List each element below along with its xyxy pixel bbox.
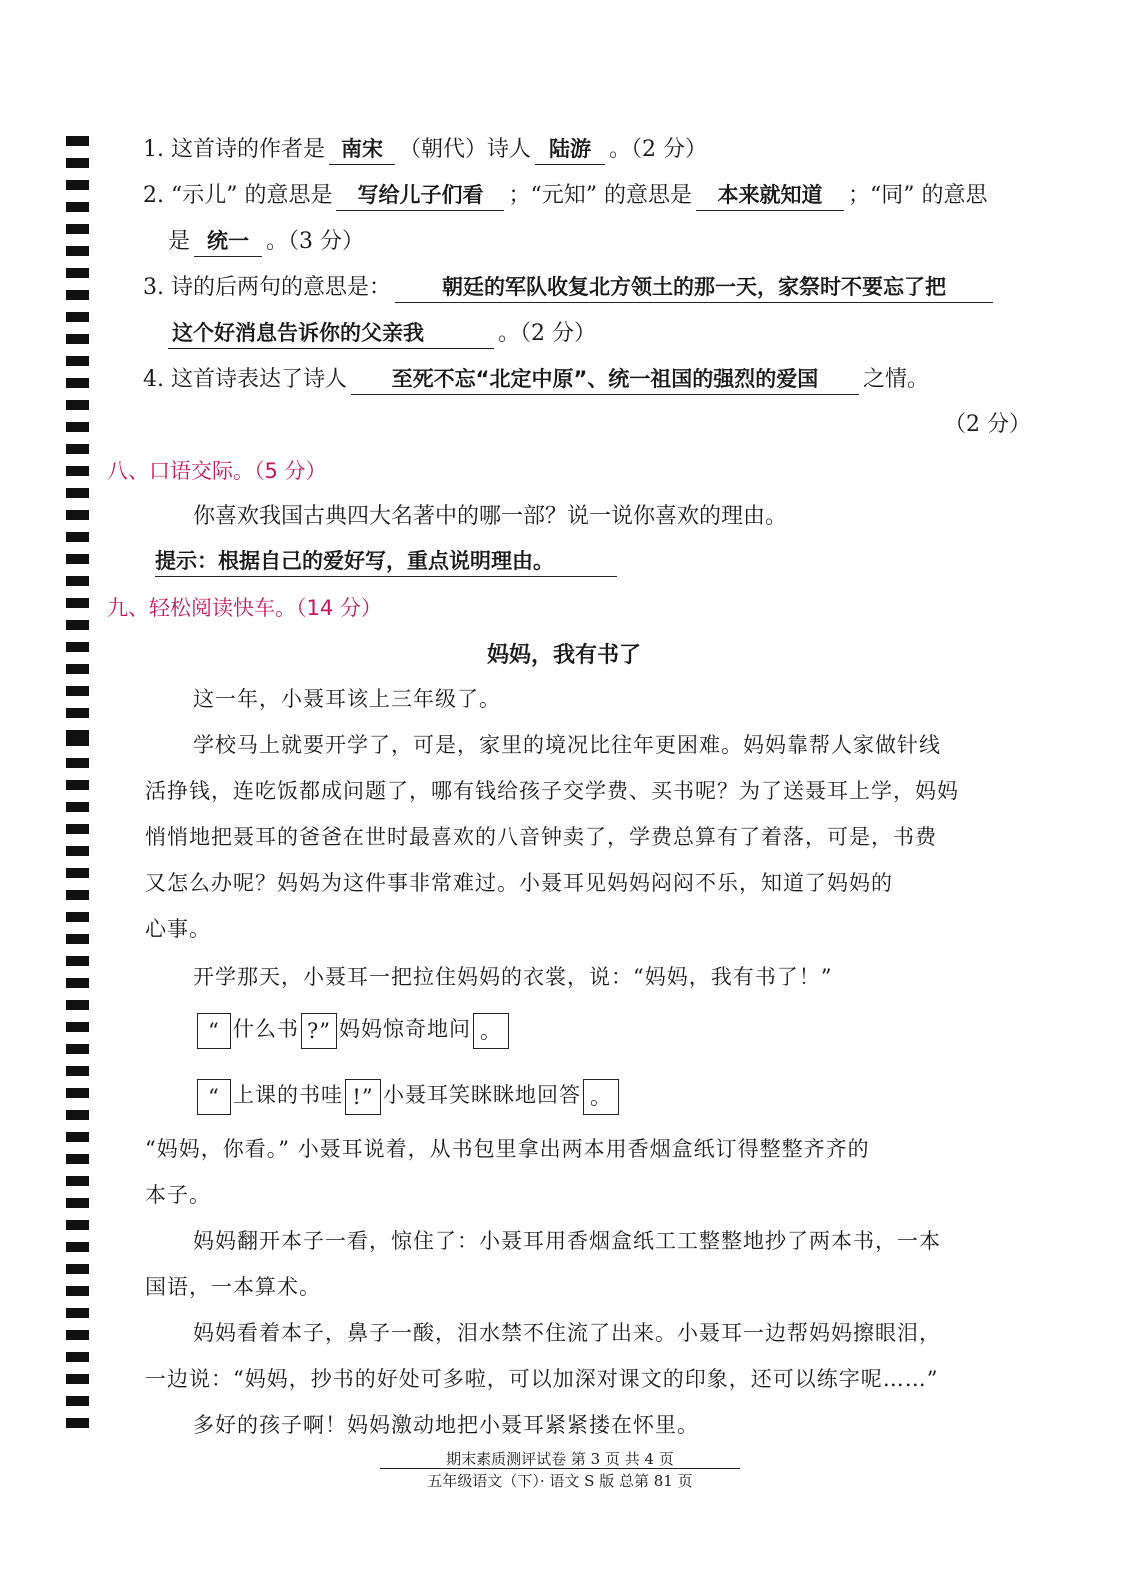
q4-answer: 至死不忘“北定中原”、统一祖国的强烈的爱国	[351, 364, 859, 395]
dialogue-1-text2: 妈妈惊奇地问	[339, 1017, 471, 1041]
section-9-heading: 九、轻松阅读快车。（14 分）	[107, 596, 382, 620]
question-2-cont	[168, 226, 364, 257]
passage-p7: 多好的孩子啊！妈妈激动地把小聂耳紧紧搂在怀里。	[193, 1413, 699, 1437]
q4-suffix: 之情。	[862, 367, 929, 392]
passage-p5-line: 国语，一本算术。	[145, 1275, 321, 1299]
q1-answer-dynasty: 南宋	[329, 134, 395, 165]
binding-holes-lower	[66, 736, 89, 1436]
passage-p2-line: 又怎么办呢？妈妈为这件事非常难过。小聂耳见妈妈闷闷不乐，知道了妈妈的	[145, 871, 893, 895]
passage-p2-line: 悄悄地把聂耳的爸爸在世时最喜欢的八音钟卖了，学费总算有了着落，可是，书费	[145, 825, 937, 849]
passage-p4-line: 本子。	[145, 1183, 211, 1207]
q3-prefix: 3. 诗的后两句的意思是：	[143, 275, 391, 300]
q2-cont: 是	[168, 229, 191, 254]
passage-p4	[145, 1126, 1025, 1218]
question-1	[143, 134, 707, 165]
question-3-cont	[164, 318, 596, 349]
passage-p6-line: 一边说：“妈妈，抄书的好处可多啦，可以加深对课文的印象，还可以练字呢……”	[145, 1367, 939, 1391]
q4-prefix: 4. 这首诗表达了诗人	[143, 367, 347, 392]
passage-p1: 这一年，小聂耳该上三年级了。	[193, 687, 501, 711]
question-3	[143, 272, 997, 303]
footer-line-1: 期末素质测评试卷 第 3 页 共 4 页	[380, 1450, 740, 1469]
passage-p2-line: 心事。	[145, 917, 211, 941]
dialogue-2-text2: 小聂耳笑眯眯地回答	[383, 1083, 581, 1107]
passage-p4-line: “妈妈，你看。” 小聂耳说着，从书包里拿出两本用香烟盒纸订得整整齐齐的	[145, 1137, 870, 1161]
q1-suffix: 。（2 分）	[609, 137, 707, 162]
dialogue-1	[195, 1006, 511, 1052]
dialogue-1-open-quote-box: “	[197, 1013, 231, 1049]
passage-p3: 开学那天，小聂耳一把拉住妈妈的衣裳，说：“妈妈，我有书了！”	[193, 965, 833, 989]
dialogue-2-text: 上课的书哇	[233, 1083, 343, 1107]
q3-suffix: 。（2 分）	[498, 321, 596, 346]
question-4	[143, 364, 929, 395]
q1-answer-poet: 陆游	[535, 134, 605, 165]
q2-suffix: 。（3 分）	[266, 229, 365, 254]
section-8-hint: 提示：根据自己的爱好写，重点说明理由。	[155, 546, 617, 577]
q3-answer-1: 朝廷的军队收复北方领土的那一天，家祭时不要忘了把	[395, 272, 993, 303]
passage-p5	[145, 1218, 1025, 1310]
question-2	[143, 180, 987, 211]
dialogue-2-end-box: 。	[583, 1079, 619, 1115]
passage-p5-line: 妈妈翻开本子一看，惊住了：小聂耳用香烟盒纸工工整整地抄了两本书，一本	[193, 1229, 941, 1253]
passage-p2-line: 学校马上就要开学了，可是，家里的境况比往年更困难。妈妈靠帮人家做针线	[193, 733, 941, 757]
passage-p6	[145, 1310, 1025, 1402]
q2-prefix: 2. “示儿” 的意思是	[143, 183, 333, 208]
q2-answer-3: 统一	[194, 226, 262, 257]
passage-p2-line: 活挣钱，连吃饭都成问题了，哪有钱给孩子交学费、买书呢？为了送聂耳上学，妈妈	[145, 779, 959, 803]
dialogue-2-punct-box: !”	[345, 1079, 381, 1115]
passage-p6-line: 妈妈看着本子，鼻子一酸，泪水禁不住流了出来。小聂耳一边帮妈妈擦眼泪，	[193, 1321, 941, 1345]
passage-title: 妈妈，我有书了	[486, 643, 641, 668]
q2-answer-2: 本来就知道	[696, 180, 844, 211]
q2-mid1: ；“元知” 的意思是	[508, 183, 692, 208]
dialogue-1-end-box: 。	[473, 1013, 509, 1049]
footer-line-2: 五年级语文（下）· 语文 S 版 总第 81 页	[427, 1472, 693, 1490]
q4-score: （2 分）	[944, 412, 1031, 437]
q3-answer-2: 这个好消息告诉你的父亲我	[168, 318, 494, 349]
q2-mid2: ；“同” 的意思	[847, 183, 988, 208]
dialogue-1-punct-box: ?”	[301, 1013, 337, 1049]
q1-mid: （朝代）诗人	[398, 137, 531, 162]
dialogue-2	[195, 1072, 621, 1118]
q2-answer-1: 写给儿子们看	[336, 180, 504, 211]
passage-p2	[145, 722, 1025, 952]
section-8-question: 你喜欢我国古典四大名著中的哪一部？说一说你喜欢的理由。	[193, 504, 788, 529]
q1-prefix: 1. 这首诗的作者是	[143, 137, 325, 162]
dialogue-1-text: 什么书	[233, 1017, 299, 1041]
dialogue-2-open-quote-box: “	[197, 1079, 231, 1115]
section-8-heading: 八、口语交际。（5 分）	[107, 459, 327, 483]
